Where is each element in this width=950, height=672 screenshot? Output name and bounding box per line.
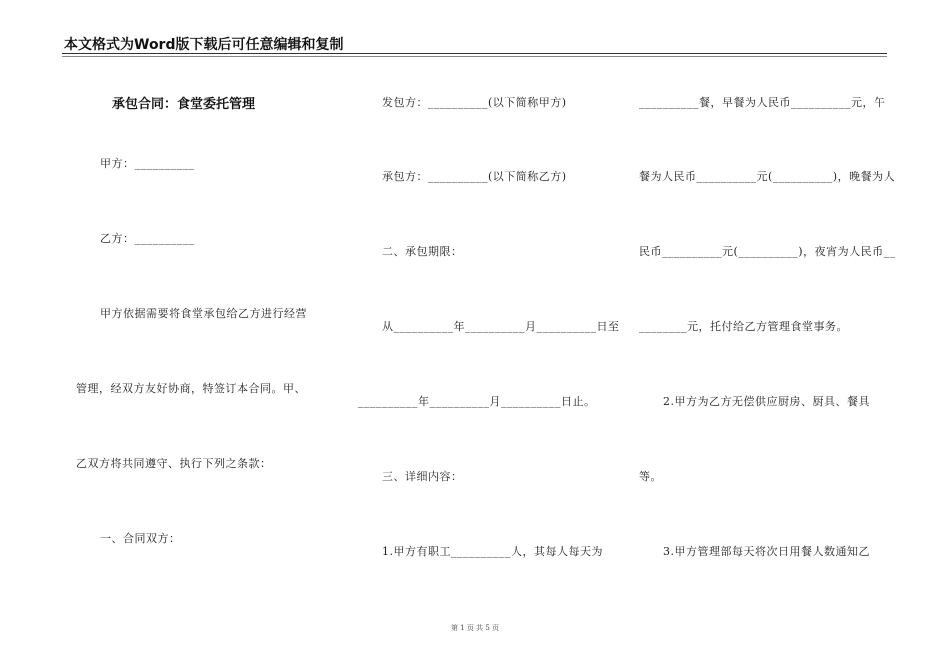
col3-line: 等。 — [639, 470, 662, 483]
col3-line: 3.甲方管理部每天将次日用餐人数通知乙 — [663, 545, 870, 558]
col2-line: 1.甲方有职工__________人，其每人每天为 — [382, 545, 603, 558]
col3-line: 餐为人民币__________元(__________)，晚餐为人 — [639, 170, 896, 183]
header-rule-thin — [62, 56, 887, 57]
col2-line: 发包方：__________(以下简称甲方) — [382, 96, 567, 109]
col3-line: 民币__________元(__________)，夜宵为人民币__ — [639, 245, 896, 258]
col3-line: 2.甲方为乙方无偿供应厨房、厨具、餐具 — [663, 395, 870, 408]
col1-line: 甲方依据需要将食堂承包给乙方进行经营 — [100, 307, 307, 320]
col2-line: 二、承包期限： — [382, 245, 463, 258]
col2-line: 三、详细内容： — [382, 470, 463, 483]
document-title: 承包合同：食堂委托管理 — [112, 97, 256, 112]
col3-line: ________元，托付给乙方管理食堂事务。 — [639, 320, 848, 333]
col1-line: 乙双方将共同遵守、执行下列之条款： — [76, 457, 272, 470]
col1-line: 甲方：__________ — [100, 157, 195, 170]
col1-line: 管理，经双方友好协商，特签订本合同。甲、 — [76, 382, 306, 395]
col2-line: 承包方：__________(以下简称乙方) — [382, 170, 567, 183]
col1-line: 乙方：__________ — [100, 232, 195, 245]
page-header: 本文格式为Word版下载后可任意编辑和复制 — [64, 37, 344, 53]
col2-line: 从__________年__________月__________日至 — [382, 320, 620, 333]
col2-line: __________年__________月__________日止。 — [358, 395, 596, 408]
header-rule-thick — [62, 53, 887, 54]
col3-line: __________餐，早餐为人民币__________元，午 — [639, 96, 886, 109]
page-footer: 第 1 页 共 5 页 — [450, 624, 500, 632]
col1-line: 一、合同双方： — [100, 532, 181, 545]
